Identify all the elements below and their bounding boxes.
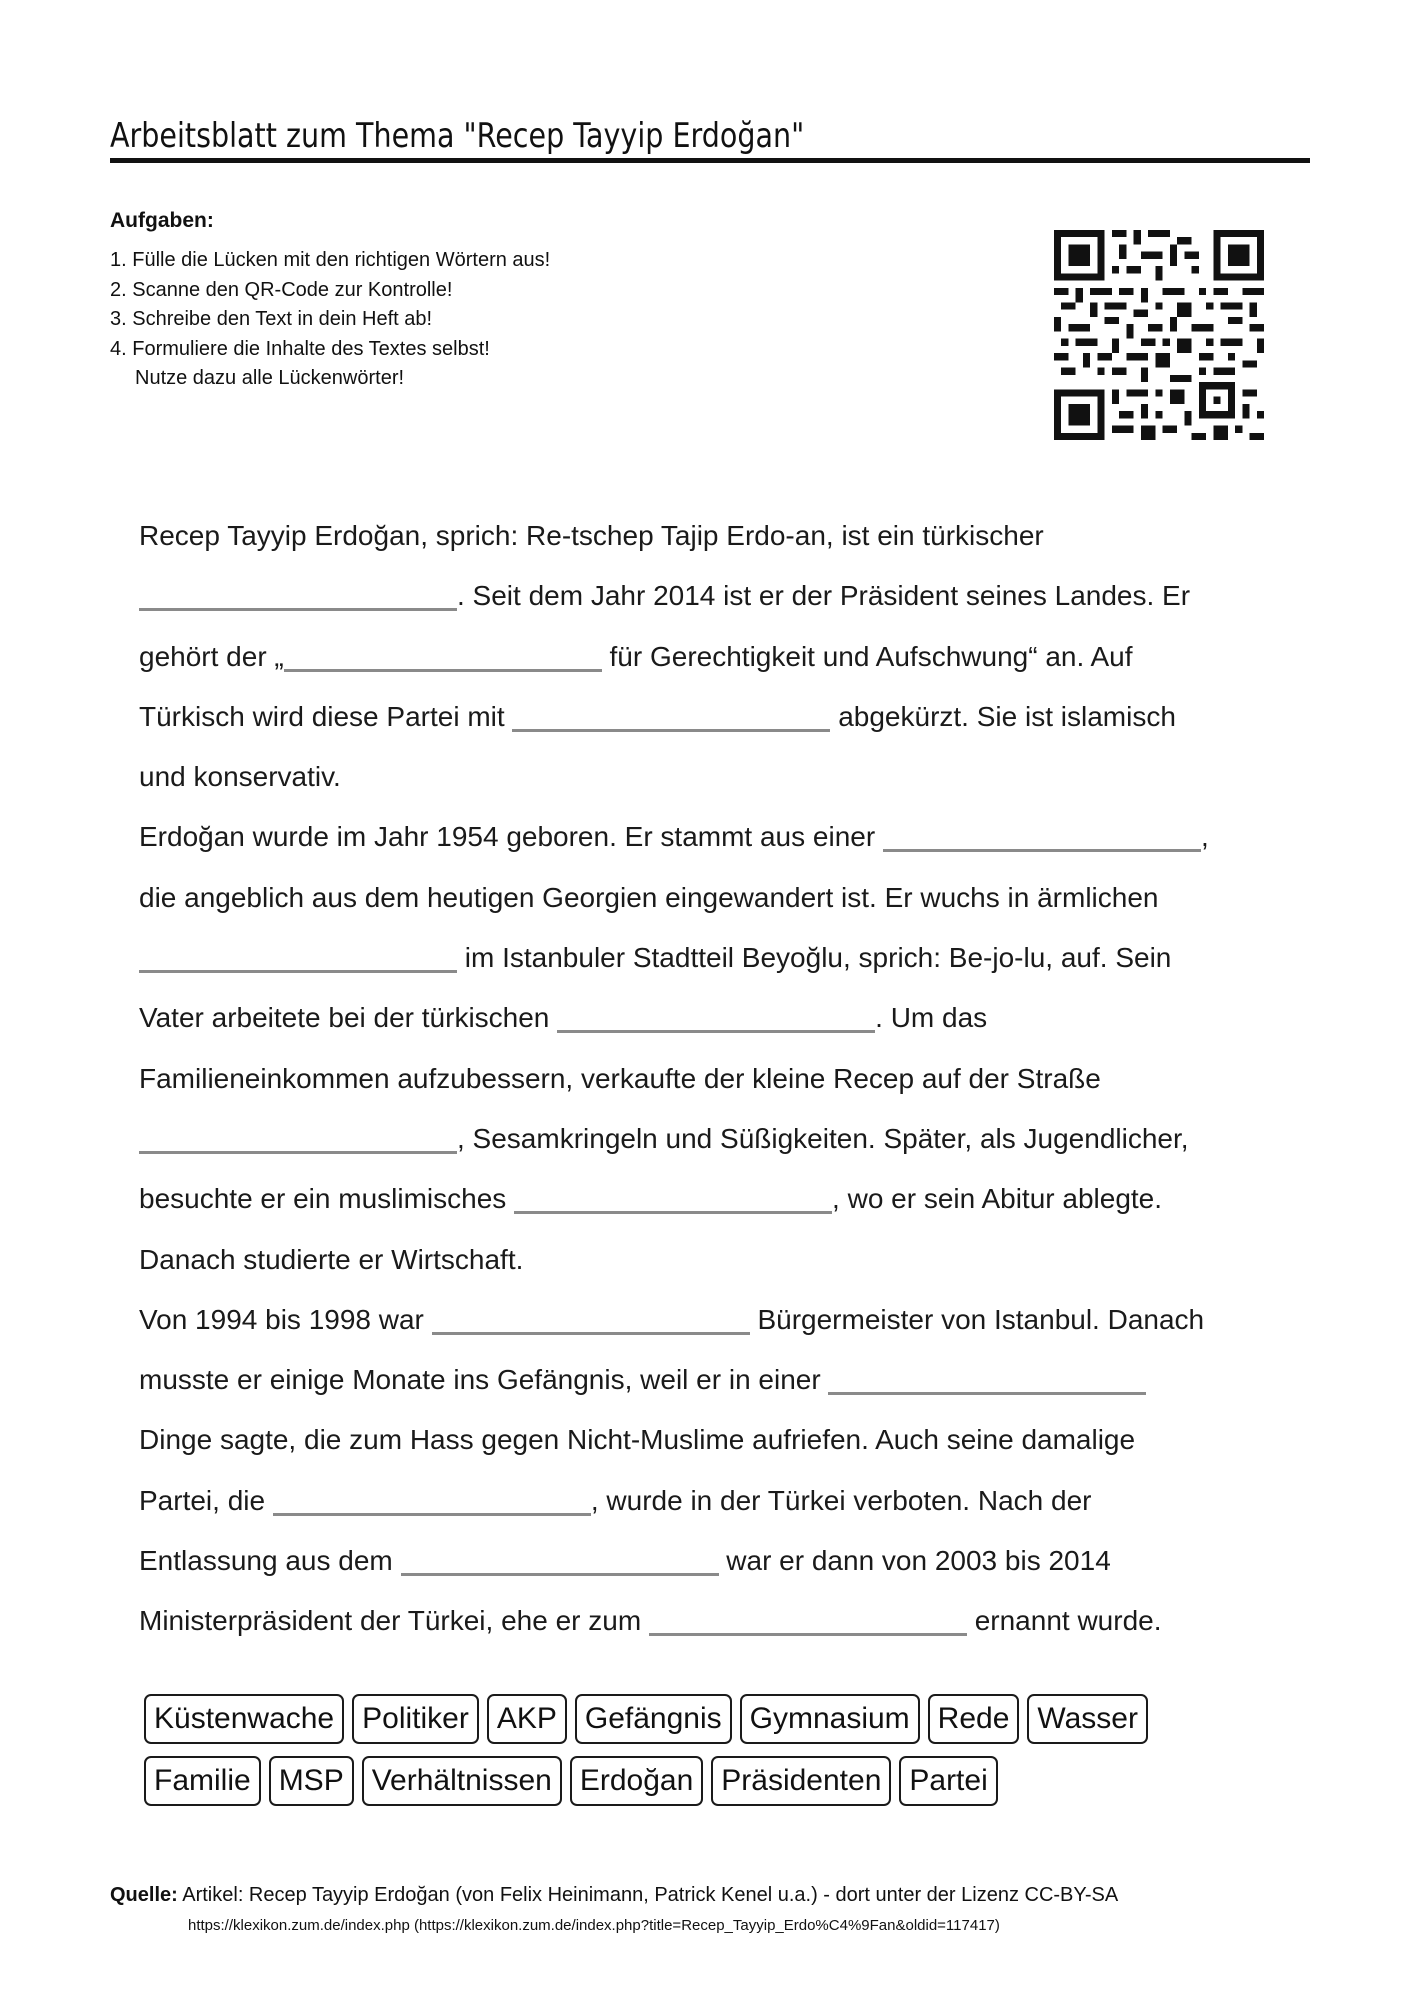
text-line: . Seit dem Jahr 2014 ist er der Präsident seines Landes. Er	[139, 566, 1319, 626]
text-line: Von 1994 bis 1998 war Bürgermeister von Istanbul. Danach	[139, 1303, 1205, 1335]
text-line: musste er einige Monate ins Gefängnis, weil er in einer	[139, 1350, 1319, 1410]
text-line: im Istanbuler Stadtteil Beyoğlu, sprich: Be-jo-lu, auf. Sein	[139, 928, 1319, 988]
task-item: 1. Fülle die Lücken mit den richtigen Wörtern aus!	[110, 249, 551, 271]
gap-blank[interactable]	[514, 1181, 832, 1214]
task-item-continuation: Nutze dazu alle Lückenwörter!	[135, 367, 405, 389]
source-text: Artikel: Recep Tayyip Erdoğan (von Felix Heinimann, Patrick Kenel u.a.) - dort unter der Lizenz CC-BY-SA	[177, 1884, 1119, 1906]
word-bank-item[interactable]: Politiker	[352, 1694, 479, 1744]
word-bank-item[interactable]: Präsidenten	[711, 1756, 891, 1806]
word-bank-item[interactable]: AKP	[487, 1694, 567, 1744]
text-line: Vater arbeitete bei der türkischen . Um das	[139, 1002, 988, 1034]
gap-blank[interactable]	[557, 1000, 875, 1033]
text-line: besuchte er ein muslimisches , wo er sein Abitur ablegte.	[139, 1183, 1163, 1215]
gap-text	[139, 506, 1319, 1652]
source-url-link[interactable]: https://klexikon.zum.de/index.php (https://klexikon.zum.de/index.php?title=Recep_Tayyip_Erdo%C4%9Fan&oldid=117417)	[188, 1917, 1000, 1934]
word-bank-item[interactable]: MSP	[269, 1756, 354, 1806]
gap-blank[interactable]	[883, 819, 1201, 852]
text-line: , Sesamkringeln und Süßigkeiten. Später, als Jugendlicher,	[139, 1109, 1319, 1169]
tasks-heading: Aufgaben:	[110, 209, 214, 232]
word-bank-item[interactable]: Küstenwache	[144, 1694, 344, 1744]
gap-blank[interactable]	[284, 639, 602, 672]
text-line: Recep Tayyip Erdoğan, sprich: Re-tschep Tajip Erdo-an, ist ein türkischer	[139, 520, 1044, 551]
word-bank-item[interactable]: Gymnasium	[740, 1694, 920, 1744]
gap-blank[interactable]	[649, 1603, 967, 1636]
worksheet-title: Arbeitsblatt zum Thema "Recep Tayyip Erdoğan"	[110, 116, 805, 156]
text-line: Danach studierte er Wirtschaft.	[139, 1243, 524, 1275]
text-line: Partei, die , wurde in der Türkei verboten. Nach der	[139, 1484, 1092, 1516]
title-underline	[110, 158, 1310, 163]
source-label: Quelle:	[110, 1884, 178, 1906]
word-bank-item[interactable]: Verhältnissen	[362, 1756, 562, 1806]
text-line: die angeblich aus dem heutigen Georgien eingewandert ist. Er wuchs in ärmlichen	[139, 881, 1159, 913]
gap-blank[interactable]	[828, 1362, 1146, 1395]
gap-blank[interactable]	[401, 1543, 719, 1576]
qr-code-icon[interactable]	[1054, 230, 1264, 440]
text-line: Ministerpräsident der Türkei, ehe er zum ernannt wurde.	[139, 1605, 1162, 1637]
gap-blank[interactable]	[139, 1121, 457, 1154]
task-list	[110, 246, 550, 394]
word-bank-item[interactable]: Familie	[144, 1756, 261, 1806]
word-bank-item[interactable]: Rede	[928, 1694, 1020, 1744]
text-line: Dinge sagte, die zum Hass gegen Nicht-Muslime aufriefen. Auch seine damalige	[139, 1424, 1136, 1456]
word-bank-row	[144, 1756, 1244, 1806]
text-line: Entlassung aus dem war er dann von 2003 bis 2014	[139, 1545, 1111, 1577]
word-bank-item[interactable]: Erdoğan	[570, 1756, 703, 1806]
text-line: und konservativ.	[139, 761, 341, 793]
text-line: gehört der „ für Gerechtigkeit und Aufschwung“ an. Auf	[139, 640, 1133, 672]
gap-blank[interactable]	[432, 1302, 750, 1335]
gap-blank[interactable]	[139, 940, 457, 973]
word-bank-row	[144, 1694, 1244, 1744]
gap-blank[interactable]	[512, 699, 830, 732]
text-line: Türkisch wird diese Partei mit abgekürzt. Sie ist islamisch	[139, 700, 1176, 732]
word-bank-item[interactable]: Partei	[899, 1756, 997, 1806]
word-bank-item[interactable]: Wasser	[1027, 1694, 1148, 1744]
word-bank-item[interactable]: Gefängnis	[575, 1694, 732, 1744]
text-line: Erdoğan wurde im Jahr 1954 geboren. Er stammt aus einer ,	[139, 821, 1209, 853]
gap-blank[interactable]	[139, 578, 457, 611]
task-item: 2. Scanne den QR-Code zur Kontrolle!	[110, 278, 453, 301]
task-item: 3. Schreibe den Text in dein Heft ab!	[110, 308, 433, 330]
task-item: 4. Formuliere die Inhalte des Textes selbst!	[110, 337, 490, 360]
source-citation	[110, 1884, 1118, 1907]
word-bank	[144, 1694, 1244, 1818]
gap-blank[interactable]	[273, 1483, 591, 1516]
text-line: Familieneinkommen aufzubessern, verkaufte der kleine Recep auf der Straße	[139, 1062, 1101, 1094]
